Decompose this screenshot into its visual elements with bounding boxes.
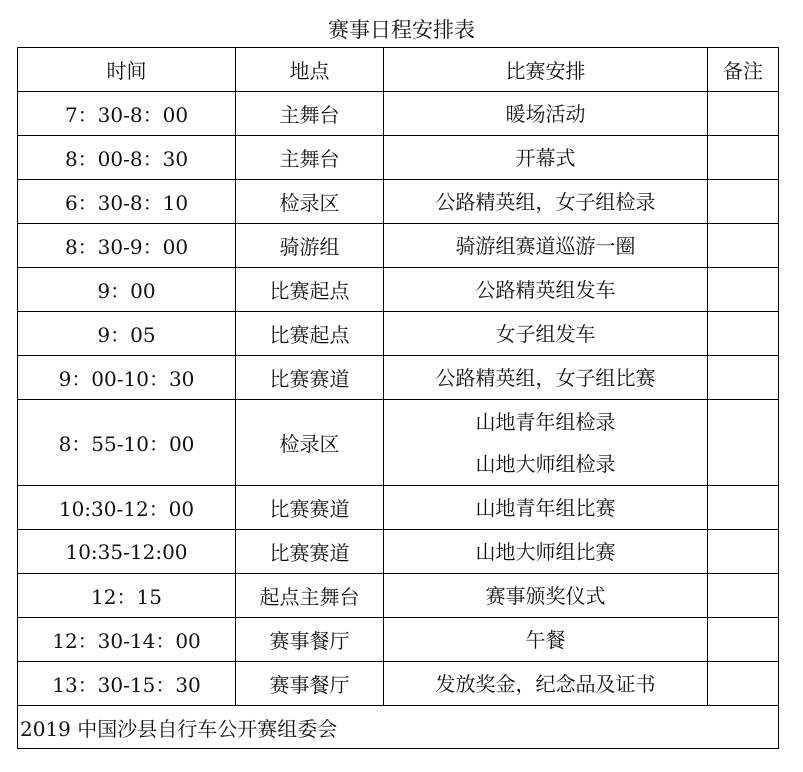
cell-schedule — [384, 268, 708, 312]
cell-time: 8：30-9：00 — [18, 224, 236, 268]
cell-place: 骑游组 — [236, 224, 384, 268]
schedule-item: 开幕式 — [515, 145, 576, 170]
table-header-row — [18, 48, 779, 92]
cell-schedule — [384, 618, 708, 662]
cell-notes — [708, 400, 779, 486]
table-row — [18, 268, 779, 312]
cell-place: 主舞台 — [236, 92, 384, 136]
schedule-item: 暖场活动 — [505, 101, 586, 126]
cell-time: 13：30-15：30 — [18, 662, 236, 706]
cell-time: 9：00-10：30 — [18, 356, 236, 400]
table-row — [18, 180, 779, 224]
cell-notes — [708, 574, 779, 618]
cell-notes — [708, 662, 779, 706]
cell-notes — [708, 268, 779, 312]
header-notes: 备注 — [708, 48, 779, 92]
cell-notes — [708, 618, 779, 662]
cell-place: 比赛起点 — [236, 268, 384, 312]
cell-time: 10:30-12：00 — [18, 486, 236, 530]
table-row — [18, 136, 779, 180]
cell-time: 6：30-8：10 — [18, 180, 236, 224]
cell-schedule — [384, 530, 708, 574]
cell-time: 12：30-14：00 — [18, 618, 236, 662]
cell-notes — [708, 180, 779, 224]
organizer-footer: 2019 中国沙县自行车公开赛组委会 — [18, 706, 779, 749]
cell-place: 比赛赛道 — [236, 356, 384, 400]
table-row — [18, 356, 779, 400]
schedule-item: 公路精英组，女子组比赛 — [435, 365, 656, 390]
table-row — [18, 486, 779, 530]
header-schedule: 比赛安排 — [384, 48, 708, 92]
cell-schedule — [384, 574, 708, 618]
table-row — [18, 662, 779, 706]
cell-time: 8：55-10：00 — [18, 400, 236, 486]
cell-schedule — [384, 400, 708, 486]
cell-schedule — [384, 224, 708, 268]
cell-schedule — [384, 180, 708, 224]
schedule-item: 山地大师组检录 — [475, 451, 616, 476]
header-place: 地点 — [236, 48, 384, 92]
cell-place: 起点主舞台 — [236, 574, 384, 618]
cell-place: 赛事餐厅 — [236, 662, 384, 706]
cell-time: 9：05 — [18, 312, 236, 356]
cell-notes — [708, 486, 779, 530]
table-row — [18, 312, 779, 356]
footer-row — [18, 706, 779, 749]
table-row — [18, 92, 779, 136]
cell-schedule — [384, 136, 708, 180]
cell-place: 比赛赛道 — [236, 486, 384, 530]
cell-time: 9：00 — [18, 268, 236, 312]
cell-time: 8：00-8：30 — [18, 136, 236, 180]
schedule-item: 山地青年组检录 — [475, 409, 616, 434]
cell-place: 比赛起点 — [236, 312, 384, 356]
table-row — [18, 574, 779, 618]
cell-notes — [708, 530, 779, 574]
table-row — [18, 400, 779, 486]
schedule-item: 公路精英组，女子组检录 — [435, 189, 656, 214]
schedule-item: 赛事颁奖仪式 — [485, 583, 606, 608]
cell-time: 7：30-8：00 — [18, 92, 236, 136]
schedule-item: 女子组发车 — [495, 321, 596, 346]
cell-notes — [708, 136, 779, 180]
schedule-table — [17, 47, 779, 749]
cell-place: 比赛赛道 — [236, 530, 384, 574]
cell-time: 10:35-12:00 — [18, 530, 236, 574]
cell-schedule — [384, 356, 708, 400]
cell-place: 检录区 — [236, 400, 384, 486]
cell-place: 主舞台 — [236, 136, 384, 180]
schedule-item: 骑游组赛道巡游一圈 — [455, 233, 636, 258]
table-row — [18, 530, 779, 574]
table-row — [18, 224, 779, 268]
cell-notes — [708, 224, 779, 268]
cell-time: 12：15 — [18, 574, 236, 618]
schedule-item: 山地青年组比赛 — [475, 495, 616, 520]
cell-schedule — [384, 486, 708, 530]
cell-notes — [708, 312, 779, 356]
cell-schedule — [384, 662, 708, 706]
page-title: 赛事日程安排表 — [328, 18, 475, 42]
cell-notes — [708, 356, 779, 400]
schedule-item: 山地大师组比赛 — [475, 539, 616, 564]
header-time: 时间 — [18, 48, 236, 92]
cell-notes — [708, 92, 779, 136]
table-body — [18, 92, 779, 706]
table-row — [18, 618, 779, 662]
cell-place: 赛事餐厅 — [236, 618, 384, 662]
schedule-item: 公路精英组发车 — [475, 277, 616, 302]
schedule-item: 发放奖金，纪念品及证书 — [435, 671, 656, 696]
cell-schedule — [384, 92, 708, 136]
cell-place: 检录区 — [236, 180, 384, 224]
schedule-item: 午餐 — [525, 627, 566, 652]
cell-schedule — [384, 312, 708, 356]
